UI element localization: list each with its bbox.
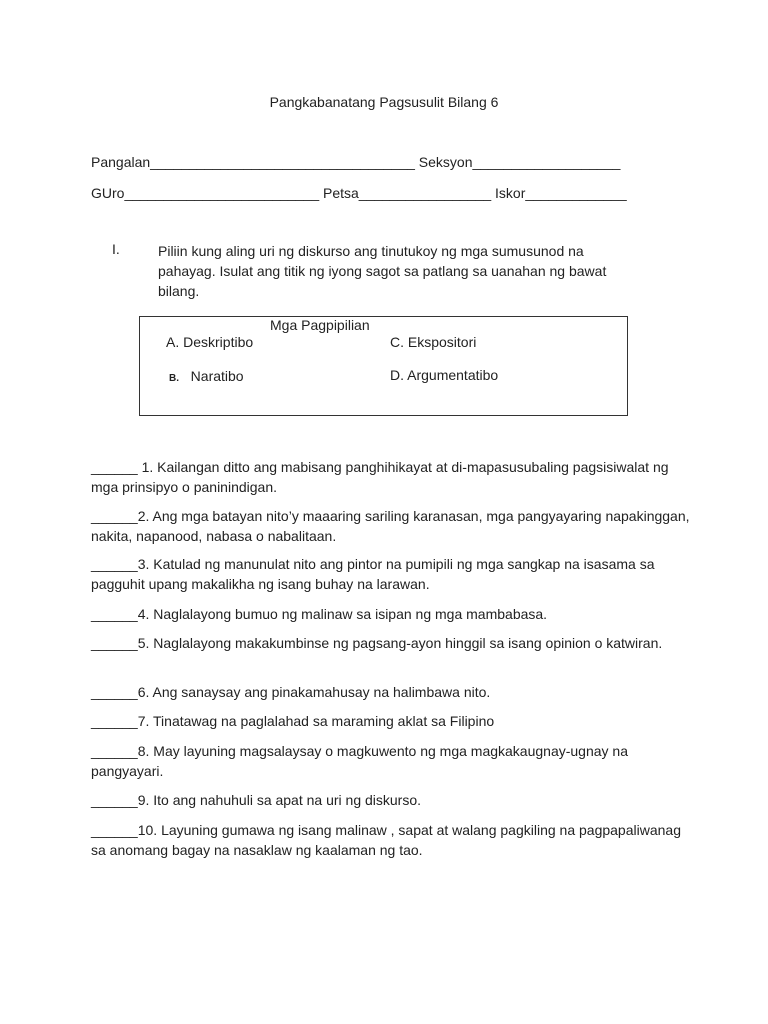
question-item: ______10. Layuning gumawa ng isang malinaw , sapat at walang pagkiling na pagpapaliwanag sa anomang bagay na nasaklaw ng kaalaman ng tao. xyxy=(91,822,681,858)
question-item: ______3. Katulad ng manunulat nito ang pintor na pumipili ng mga sangkap na isasama sa pagguhit upang makalikha ng isang buhay na larawan. xyxy=(91,556,655,592)
name-section-line: Pangalan__________________________________ Seksyon___________________ xyxy=(91,154,621,170)
choices-box xyxy=(139,316,628,416)
question-item: ______4. Naglalayong bumuo ng malinaw sa isipan ng mga mambabasa. xyxy=(91,606,548,622)
instruction-number: I. xyxy=(112,241,120,257)
choice-c: C. Ekspositori xyxy=(390,334,477,350)
page-title: Pangkabanatang Pagsusulit Bilang 6 xyxy=(269,94,499,110)
question-item: ______5. Naglalayong makakumbinse ng pagsang-ayon hinggil sa isang opinion o katwiran. xyxy=(91,635,663,651)
choice-b xyxy=(169,368,244,384)
choice-d: D. Argumentatibo xyxy=(390,367,499,383)
question-item: ______6. Ang sanaysay ang pinakamahusay na halimbawa nito. xyxy=(91,684,491,700)
instruction-text: Piliin kung aling uri ng diskurso ang tinutukoy ng mga sumusunod na pahayag. Isulat ang titik ng iyong sagot sa patlang sa uanahan ng bawat bilang. xyxy=(158,243,607,299)
choice-b-letter: B. xyxy=(169,373,179,384)
choice-a: A. Deskriptibo xyxy=(166,334,254,350)
question-item: ______8. May layuning magsalaysay o magkuwento ng mga magkakaugnay-ugnay na pangyayari. xyxy=(91,743,629,779)
choices-title: Mga Pagpipilian xyxy=(270,317,370,333)
teacher-date-score-line: GUro_________________________ Petsa_________________ Iskor_____________ xyxy=(91,185,627,201)
question-item: ______ 1. Kailangan ditto ang mabisang panghihikayat at di-mapasusubaling pagsisiwalat ng mga prinsipyo o paninindigan. xyxy=(91,459,669,495)
question-item: ______7. Tinatawag na paglalahad sa maraming aklat sa Filipino xyxy=(91,713,495,729)
question-item: ______9. Ito ang nahuhuli sa apat na uri ng diskurso. xyxy=(91,792,422,808)
choice-b-text: Naratibo xyxy=(190,368,244,384)
question-item: ______2. Ang mga batayan nito’y maaaring sariling karanasan, mga pangyayaring napakinggan, nakita, napanood, nabasa o nabalitaan. xyxy=(91,508,690,544)
